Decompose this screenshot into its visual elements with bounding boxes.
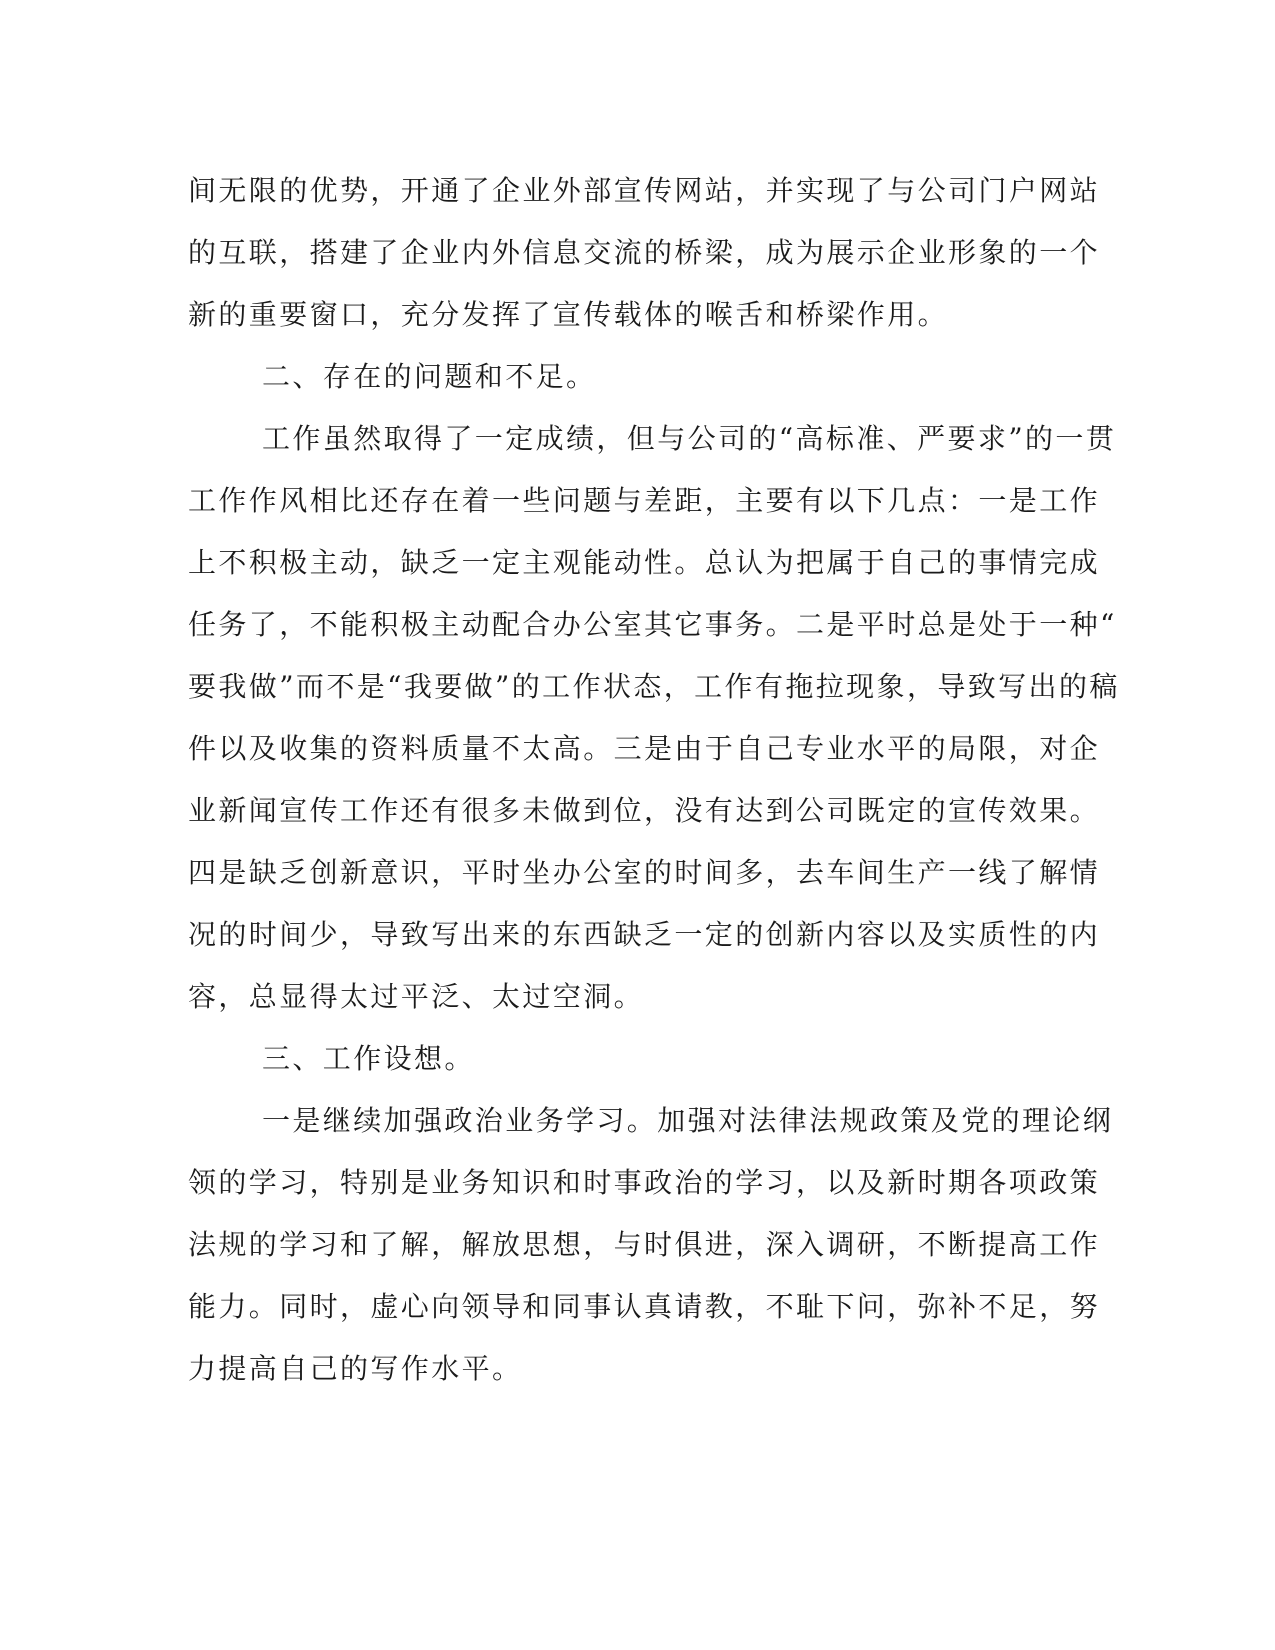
text-line: 新的重要窗口，充分发挥了宣传载体的喉舌和桥梁作用。: [188, 298, 949, 331]
text-line: 况的时间少，导致写出来的东西缺乏一定的创新内容以及实质性的内: [188, 918, 1101, 951]
text-line: 间无限的优势，开通了企业外部宣传网站，并实现了与公司门户网站: [188, 174, 1101, 207]
section-heading-3: 三、工作设想。: [262, 1042, 475, 1075]
text-line: 工作虽然取得了一定成绩，但与公司的“高标准、严要求”的一贯: [262, 422, 1117, 455]
text-line: 领的学习，特别是业务知识和时事政治的学习，以及新时期各项政策: [188, 1166, 1101, 1199]
text-line: 业新闻宣传工作还有很多未做到位，没有达到公司既定的宣传效果。: [188, 794, 1101, 827]
text-line: 四是缺乏创新意识，平时坐办公室的时间多，去车间生产一线了解情: [188, 856, 1101, 889]
text-line: 的互联，搭建了企业内外信息交流的桥梁，成为展示企业形象的一个: [188, 236, 1101, 269]
text-line: 要我做”而不是“我要做”的工作状态，工作有拖拉现象，导致写出的稿: [188, 670, 1120, 703]
section-heading-2: 二、存在的问题和不足。: [262, 360, 597, 393]
text-line: 力提高自己的写作水平。: [188, 1352, 523, 1385]
text-line: 一是继续加强政治业务学习。加强对法律法规政策及党的理论纲: [262, 1104, 1114, 1137]
text-line: 任务了，不能积极主动配合办公室其它事务。二是平时总是处于一种“: [188, 608, 1117, 641]
text-line: 容，总显得太过平泛、太过空洞。: [188, 980, 645, 1013]
text-line: 上不积极主动，缺乏一定主观能动性。总认为把属于自己的事情完成: [188, 546, 1101, 579]
text-line: 工作作风相比还存在着一些问题与差距，主要有以下几点：一是工作: [188, 484, 1101, 517]
text-line: 件以及收集的资料质量不太高。三是由于自己专业水平的局限，对企: [188, 732, 1101, 765]
document-body: [188, 160, 1120, 1400]
text-line: 法规的学习和了解，解放思想，与时俱进，深入调研，不断提高工作: [188, 1228, 1101, 1261]
text-line: 能力。同时，虚心向领导和同事认真请教，不耻下问，弥补不足，努: [188, 1290, 1101, 1323]
